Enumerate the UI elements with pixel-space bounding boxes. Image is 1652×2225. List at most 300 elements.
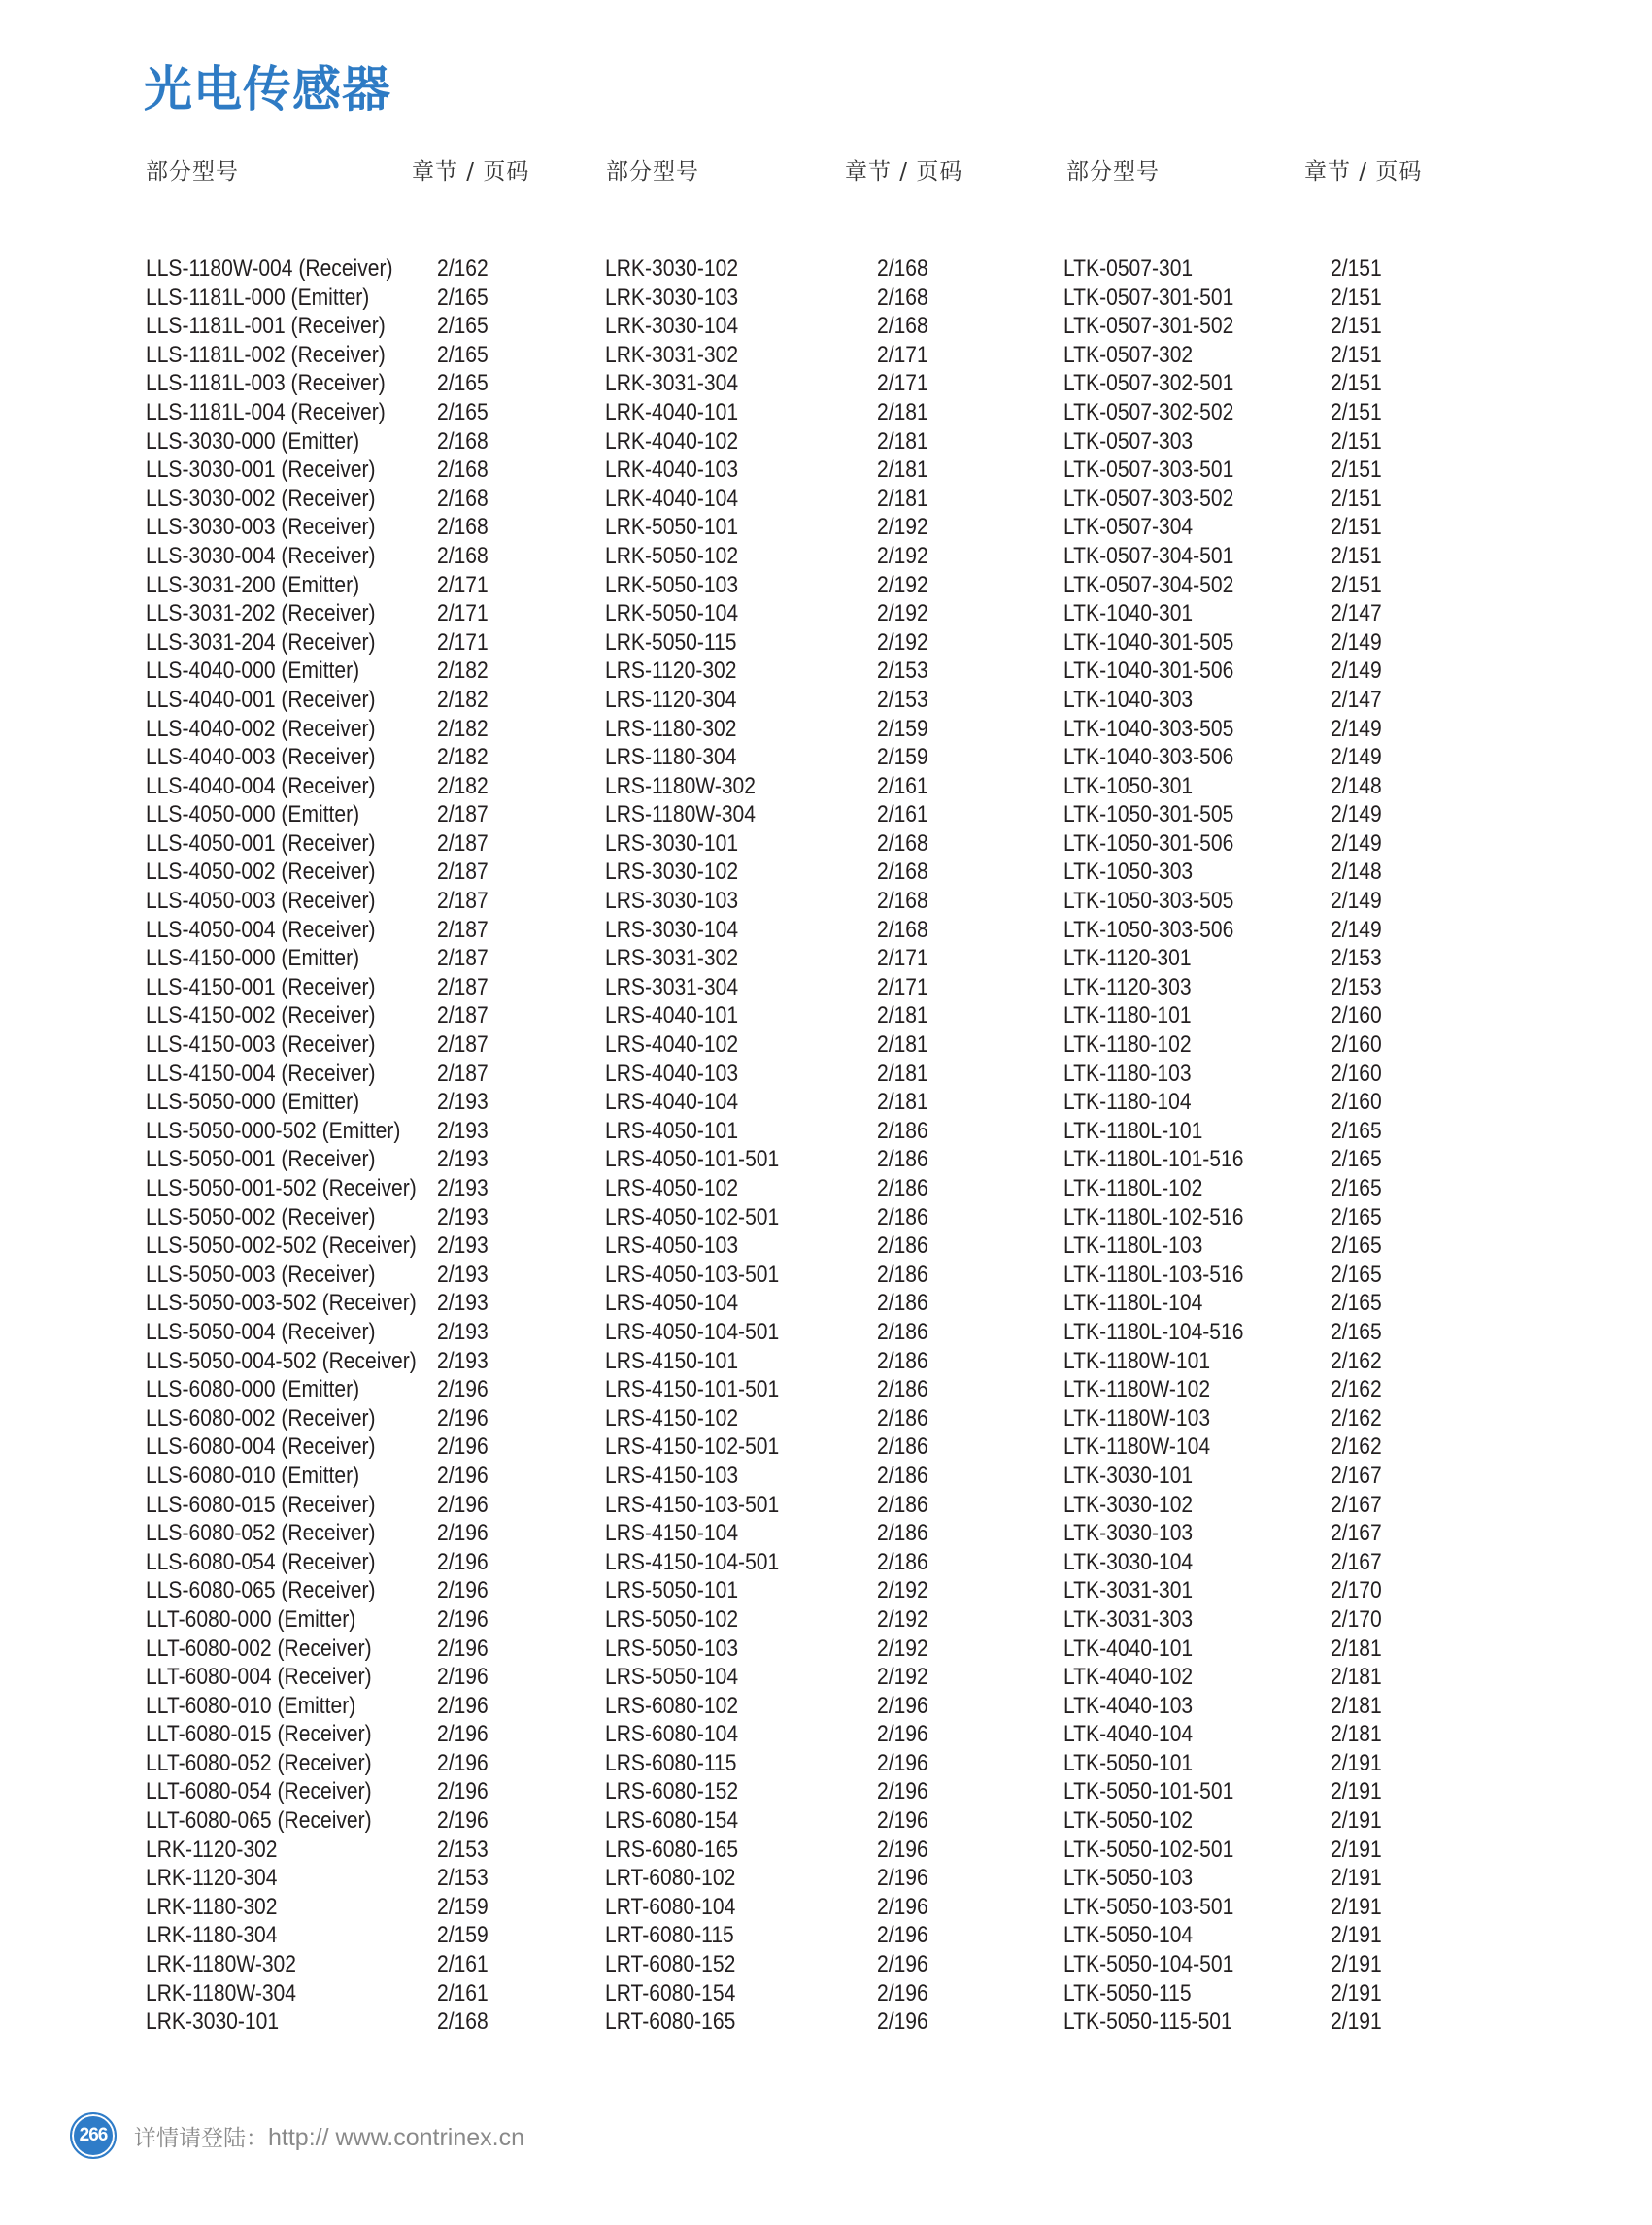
chapter-page-ref: 2/165	[1331, 1117, 1382, 1144]
chapter-page-ref: 2/151	[1331, 370, 1382, 397]
chapter-page-ref: 2/168	[877, 859, 928, 886]
part-number: LLS-1181L-003 (Receiver)	[146, 370, 386, 397]
part-number: LLT-6080-052 (Receiver)	[146, 1749, 372, 1776]
part-number: LTK-1180W-103	[1063, 1404, 1211, 1432]
chapter-page-ref: 2/196	[877, 1865, 928, 1892]
chapter-page-ref: 2/165	[1331, 1232, 1382, 1260]
chapter-page-ref: 2/153	[877, 686, 928, 713]
chapter-page-ref: 2/196	[877, 1692, 928, 1719]
chapter-page-ref: 2/181	[877, 1060, 928, 1087]
part-number: LLS-6080-054 (Receiver)	[146, 1548, 376, 1575]
chapter-page-ref: 2/192	[877, 1635, 928, 1662]
chapter-page-ref: 2/187	[437, 1031, 489, 1059]
chapter-page-ref: 2/168	[437, 427, 489, 455]
part-number: LRT-6080-165	[605, 2008, 736, 2036]
part-number: LTK-1180W-104	[1063, 1433, 1211, 1461]
chapter-page-ref: 2/151	[1331, 284, 1382, 311]
chapter-page-ref: 2/170	[1331, 1605, 1382, 1633]
part-number: LLS-4150-004 (Receiver)	[146, 1060, 376, 1087]
part-number: LRS-4150-102-501	[605, 1433, 780, 1461]
chapter-page-ref: 2/167	[1331, 1548, 1382, 1575]
chapter-page-ref: 2/187	[437, 1002, 489, 1029]
chapter-page-ref: 2/165	[1331, 1261, 1382, 1288]
chapter-page-ref: 2/161	[877, 801, 928, 828]
part-number: LRS-3030-103	[605, 888, 739, 915]
part-number: LRK-3031-302	[605, 341, 739, 368]
chapter-page-ref: 2/168	[437, 485, 489, 512]
chapter-page-ref: 2/151	[1331, 427, 1382, 455]
chapter-page-ref: 2/187	[437, 801, 489, 828]
part-number: LLS-6080-004 (Receiver)	[146, 1433, 376, 1461]
chapter-page-ref: 2/149	[1331, 801, 1382, 828]
chapter-page-ref: 2/196	[437, 1462, 489, 1489]
part-number: LRS-6080-165	[605, 1836, 739, 1863]
chapter-page-ref: 2/186	[877, 1347, 928, 1374]
chapter-page-ref: 2/193	[437, 1290, 489, 1317]
chapter-page-ref: 2/149	[1331, 888, 1382, 915]
chapter-page-ref: 2/186	[877, 1175, 928, 1201]
chapter-page-ref: 2/170	[1331, 1577, 1382, 1604]
part-number: LRT-6080-102	[605, 1865, 736, 1892]
chapter-page-ref: 2/196	[437, 1577, 489, 1604]
chapter-page-ref: 2/168	[877, 255, 928, 282]
chapter-page-ref: 2/191	[1331, 1836, 1382, 1863]
chapter-page-ref: 2/165	[437, 284, 489, 311]
part-number: LRK-1180-302	[146, 1893, 278, 1920]
part-number: LTK-3031-303	[1063, 1605, 1194, 1633]
chapter-page-ref: 2/160	[1331, 1060, 1382, 1087]
footer-note	[134, 2120, 524, 2152]
chapter-page-ref: 2/153	[437, 1836, 489, 1863]
chapter-page-ref: 2/168	[877, 916, 928, 943]
chapter-page-ref: 2/186	[877, 1491, 928, 1518]
part-number: LLS-5050-001-502 (Receiver)	[146, 1175, 417, 1201]
chapter-page-ref: 2/191	[1331, 2008, 1382, 2036]
part-number: LTK-3030-104	[1063, 1548, 1194, 1575]
chapter-page-ref: 2/196	[437, 1749, 489, 1776]
part-number: LLT-6080-002 (Receiver)	[146, 1635, 372, 1662]
chapter-page-ref: 2/165	[1331, 1318, 1382, 1345]
part-number: LRS-4050-104-501	[605, 1318, 780, 1345]
column-2-part-header: 部分型号	[606, 159, 699, 185]
chapter-page-ref: 2/191	[1331, 1922, 1382, 1949]
chapter-page-ref: 2/181	[877, 456, 928, 484]
part-number: LTK-0507-303	[1063, 427, 1194, 455]
page-footer	[72, 2112, 524, 2159]
part-number: LLS-3031-204 (Receiver)	[146, 628, 376, 656]
part-number: LTK-1180-101	[1063, 1002, 1192, 1029]
part-number: LTK-5050-104	[1063, 1922, 1194, 1949]
part-number: LLS-1181L-001 (Receiver)	[146, 313, 386, 340]
chapter-page-ref: 2/171	[877, 370, 928, 397]
part-number: LRS-4150-101-501	[605, 1376, 780, 1403]
part-number: LLS-4040-003 (Receiver)	[146, 744, 376, 771]
part-number: LRS-6080-102	[605, 1692, 739, 1719]
part-number: LRS-3030-104	[605, 916, 739, 943]
chapter-page-ref: 2/165	[1331, 1175, 1382, 1201]
part-number: LLS-6080-000 (Emitter)	[146, 1376, 360, 1403]
part-number: LLS-5050-000 (Emitter)	[146, 1089, 360, 1116]
part-number: LLS-4150-003 (Receiver)	[146, 1031, 376, 1059]
part-number: LLT-6080-010 (Emitter)	[146, 1692, 356, 1719]
website-link[interactable]: http:// www.contrinex.cn	[268, 2123, 525, 2151]
part-number: LRK-3030-101	[146, 2008, 280, 2036]
part-number: LRS-4050-103-501	[605, 1261, 780, 1288]
chapter-page-ref: 2/181	[877, 485, 928, 512]
part-number: LTK-1180L-104-516	[1063, 1318, 1244, 1345]
chapter-page-ref: 2/162	[437, 255, 489, 282]
chapter-page-ref: 2/161	[437, 1951, 489, 1978]
chapter-page-ref: 2/193	[437, 1318, 489, 1345]
part-number: LTK-1050-301-506	[1063, 829, 1234, 857]
chapter-page-ref: 2/182	[437, 686, 489, 713]
chapter-page-ref: 2/159	[877, 744, 928, 771]
part-number: LTK-1180L-104	[1063, 1290, 1203, 1317]
chapter-page-ref: 2/149	[1331, 744, 1382, 771]
part-number: LRS-4150-104-501	[605, 1548, 780, 1575]
chapter-page-ref: 2/165	[1331, 1203, 1382, 1230]
part-number: LRS-5050-102	[605, 1605, 739, 1633]
chapter-page-ref: 2/186	[877, 1117, 928, 1144]
chapter-page-ref: 2/148	[1331, 859, 1382, 886]
chapter-page-ref: 2/196	[437, 1376, 489, 1403]
chapter-page-ref: 2/168	[877, 888, 928, 915]
part-number: LTK-5050-104-501	[1063, 1951, 1234, 1978]
part-number: LRS-4050-104	[605, 1290, 739, 1317]
chapter-page-ref: 2/186	[877, 1318, 928, 1345]
part-number: LRK-5050-103	[605, 571, 739, 598]
chapter-page-ref: 2/181	[877, 1089, 928, 1116]
part-number: LRS-4150-104	[605, 1520, 739, 1547]
part-number: LLT-6080-000 (Emitter)	[146, 1605, 356, 1633]
chapter-page-ref: 2/186	[877, 1232, 928, 1260]
part-number: LLS-6080-015 (Receiver)	[146, 1491, 376, 1518]
chapter-page-ref: 2/186	[877, 1520, 928, 1547]
part-number: LLS-5050-004 (Receiver)	[146, 1318, 376, 1345]
chapter-page-ref: 2/192	[877, 1577, 928, 1604]
chapter-page-ref: 2/182	[437, 772, 489, 799]
chapter-page-ref: 2/187	[437, 1060, 489, 1087]
part-number: LRS-3031-302	[605, 945, 739, 972]
part-number: LTK-1040-303-506	[1063, 744, 1234, 771]
part-number: LLS-6080-002 (Receiver)	[146, 1404, 376, 1432]
chapter-page-ref: 2/196	[437, 1548, 489, 1575]
chapter-page-ref: 2/161	[437, 1979, 489, 2006]
chapter-page-ref: 2/161	[877, 772, 928, 799]
part-number: LRS-6080-104	[605, 1721, 739, 1748]
part-number: LRK-5050-101	[605, 514, 739, 541]
part-number: LLS-5050-003-502 (Receiver)	[146, 1290, 417, 1317]
chapter-page-ref: 2/193	[437, 1347, 489, 1374]
part-number: LRS-1120-304	[605, 686, 737, 713]
part-number: LRS-1180W-302	[605, 772, 757, 799]
part-number: LTK-5050-102-501	[1063, 1836, 1234, 1863]
chapter-page-ref: 2/181	[1331, 1692, 1382, 1719]
chapter-page-ref: 2/171	[437, 571, 489, 598]
chapter-page-ref: 2/151	[1331, 514, 1382, 541]
column-2-page-header: 章节 / 页码	[845, 159, 963, 185]
part-number: LLS-3030-000 (Emitter)	[146, 427, 360, 455]
chapter-page-ref: 2/167	[1331, 1520, 1382, 1547]
part-number: LLT-6080-054 (Receiver)	[146, 1778, 372, 1805]
chapter-page-ref: 2/165	[1331, 1290, 1382, 1317]
chapter-page-ref: 2/193	[437, 1146, 489, 1173]
part-number: LLS-4050-000 (Emitter)	[146, 801, 360, 828]
part-number: LTK-4040-101	[1063, 1635, 1194, 1662]
part-number: LTK-1040-301-506	[1063, 657, 1234, 685]
part-number: LTK-5050-102	[1063, 1807, 1194, 1835]
chapter-page-ref: 2/196	[437, 1491, 489, 1518]
part-number: LLT-6080-004 (Receiver)	[146, 1664, 372, 1691]
chapter-page-ref: 2/167	[1331, 1491, 1382, 1518]
part-number: LTK-1050-301-505	[1063, 801, 1234, 828]
part-number: LTK-1180L-101-516	[1063, 1146, 1244, 1173]
chapter-page-ref: 2/165	[437, 341, 489, 368]
chapter-page-ref: 2/196	[877, 1807, 928, 1835]
chapter-page-ref: 2/181	[877, 1031, 928, 1059]
part-number: LTK-5050-115	[1063, 1979, 1192, 2006]
part-number: LRK-3030-104	[605, 313, 739, 340]
page-number-badge: 266	[72, 2114, 115, 2157]
part-number: LTK-3031-301	[1063, 1577, 1194, 1604]
part-number: LLS-5050-002 (Receiver)	[146, 1203, 376, 1230]
part-number: LLS-5050-002-502 (Receiver)	[146, 1232, 417, 1260]
chapter-page-ref: 2/191	[1331, 1951, 1382, 1978]
chapter-page-ref: 2/159	[437, 1893, 489, 1920]
chapter-page-ref: 2/187	[437, 945, 489, 972]
chapter-page-ref: 2/151	[1331, 542, 1382, 569]
chapter-page-ref: 2/186	[877, 1290, 928, 1317]
part-number: LRS-4040-102	[605, 1031, 739, 1059]
chapter-page-ref: 2/191	[1331, 1893, 1382, 1920]
chapter-page-ref: 2/196	[877, 1778, 928, 1805]
chapter-page-ref: 2/148	[1331, 772, 1382, 799]
chapter-page-ref: 2/192	[877, 1664, 928, 1691]
part-number: LRS-5050-103	[605, 1635, 739, 1662]
part-number: LRS-4050-101	[605, 1117, 739, 1144]
chapter-page-ref: 2/196	[437, 1807, 489, 1835]
chapter-page-ref: 2/191	[1331, 1749, 1382, 1776]
part-number: LRK-5050-102	[605, 542, 739, 569]
chapter-page-ref: 2/191	[1331, 1979, 1382, 2006]
chapter-page-ref: 2/196	[877, 1893, 928, 1920]
part-number: LTK-1040-303	[1063, 686, 1194, 713]
chapter-page-ref: 2/196	[437, 1778, 489, 1805]
chapter-page-ref: 2/181	[877, 1002, 928, 1029]
part-number: LTK-0507-304-501	[1063, 542, 1234, 569]
chapter-page-ref: 2/187	[437, 916, 489, 943]
part-number: LLS-6080-010 (Emitter)	[146, 1462, 360, 1489]
chapter-page-ref: 2/186	[877, 1146, 928, 1173]
part-number: LRK-4040-101	[605, 398, 739, 425]
column-3-part-header: 部分型号	[1066, 159, 1160, 185]
chapter-page-ref: 2/196	[437, 1433, 489, 1461]
part-number: LTK-4040-103	[1063, 1692, 1194, 1719]
chapter-page-ref: 2/159	[437, 1922, 489, 1949]
chapter-page-ref: 2/192	[877, 542, 928, 569]
part-number: LRS-4050-101-501	[605, 1146, 780, 1173]
chapter-page-ref: 2/182	[437, 744, 489, 771]
part-number: LTK-0507-301-501	[1063, 284, 1234, 311]
part-number: LRS-6080-115	[605, 1749, 737, 1776]
part-number: LLS-4050-003 (Receiver)	[146, 888, 376, 915]
part-number: LTK-3030-103	[1063, 1520, 1194, 1547]
chapter-page-ref: 2/196	[877, 2008, 928, 2036]
chapter-page-ref: 2/151	[1331, 456, 1382, 484]
part-number: LRS-5050-101	[605, 1577, 739, 1604]
part-number: LRT-6080-152	[605, 1951, 736, 1978]
chapter-page-ref: 2/181	[877, 398, 928, 425]
chapter-page-ref: 2/186	[877, 1433, 928, 1461]
part-number: LTK-1180-103	[1063, 1060, 1192, 1087]
part-number: LLS-4040-000 (Emitter)	[146, 657, 360, 685]
part-number: LLS-5050-001 (Receiver)	[146, 1146, 376, 1173]
part-number: LTK-5050-101	[1063, 1749, 1194, 1776]
column-1-page-header: 章节 / 页码	[412, 159, 530, 185]
chapter-page-ref: 2/196	[877, 1721, 928, 1748]
part-number: LTK-0507-301	[1063, 255, 1194, 282]
part-number: LRK-3030-103	[605, 284, 739, 311]
part-number: LLS-4050-004 (Receiver)	[146, 916, 376, 943]
chapter-page-ref: 2/187	[437, 973, 489, 1000]
part-number: LRS-6080-152	[605, 1778, 739, 1805]
chapter-page-ref: 2/159	[877, 715, 928, 742]
part-number: LTK-1180L-103-516	[1063, 1261, 1244, 1288]
part-number: LTK-0507-304	[1063, 514, 1194, 541]
part-number: LRK-5050-115	[605, 628, 737, 656]
part-number: LLS-4150-002 (Receiver)	[146, 1002, 376, 1029]
part-number: LTK-0507-302	[1063, 341, 1194, 368]
part-number: LRK-1180W-304	[146, 1979, 297, 2006]
chapter-page-ref: 2/196	[437, 1721, 489, 1748]
part-number: LRK-4040-104	[605, 485, 739, 512]
chapter-page-ref: 2/149	[1331, 657, 1382, 685]
part-number: LLS-1180W-004 (Receiver)	[146, 255, 393, 282]
part-number: LLS-3030-003 (Receiver)	[146, 514, 376, 541]
chapter-page-ref: 2/162	[1331, 1433, 1382, 1461]
chapter-page-ref: 2/196	[877, 1922, 928, 1949]
chapter-page-ref: 2/165	[437, 313, 489, 340]
chapter-page-ref: 2/171	[877, 341, 928, 368]
part-number: LRK-3031-304	[605, 370, 739, 397]
part-number: LLS-3031-202 (Receiver)	[146, 600, 376, 627]
chapter-page-ref: 2/167	[1331, 1462, 1382, 1489]
chapter-page-ref: 2/168	[437, 456, 489, 484]
part-number: LRT-6080-104	[605, 1893, 736, 1920]
part-number: LRS-1180W-304	[605, 801, 757, 828]
chapter-page-ref: 2/196	[437, 1520, 489, 1547]
chapter-page-ref: 2/151	[1331, 341, 1382, 368]
chapter-page-ref: 2/187	[437, 859, 489, 886]
part-number: LTK-4040-104	[1063, 1721, 1194, 1748]
chapter-page-ref: 2/187	[437, 888, 489, 915]
part-number: LTK-1120-301	[1063, 945, 1192, 972]
part-number: LTK-0507-303-501	[1063, 456, 1234, 484]
part-number: LRK-4040-102	[605, 427, 739, 455]
part-number: LTK-1180W-101	[1063, 1347, 1211, 1374]
chapter-page-ref: 2/182	[437, 715, 489, 742]
part-number: LLS-4040-004 (Receiver)	[146, 772, 376, 799]
chapter-page-ref: 2/149	[1331, 916, 1382, 943]
part-number: LRK-5050-104	[605, 600, 739, 627]
chapter-page-ref: 2/151	[1331, 485, 1382, 512]
part-number: LLS-4050-001 (Receiver)	[146, 829, 376, 857]
chapter-page-ref: 2/149	[1331, 628, 1382, 656]
chapter-page-ref: 2/196	[877, 1979, 928, 2006]
chapter-page-ref: 2/168	[877, 313, 928, 340]
part-number: LTK-1120-303	[1063, 973, 1192, 1000]
chapter-page-ref: 2/171	[437, 628, 489, 656]
chapter-page-ref: 2/193	[437, 1203, 489, 1230]
part-number: LTK-1180L-102	[1063, 1175, 1203, 1201]
chapter-page-ref: 2/171	[877, 945, 928, 972]
part-number: LTK-0507-301-502	[1063, 313, 1234, 340]
part-number: LRT-6080-115	[605, 1922, 734, 1949]
part-number: LTK-0507-304-502	[1063, 571, 1234, 598]
chapter-page-ref: 2/153	[877, 657, 928, 685]
chapter-page-ref: 2/181	[1331, 1635, 1382, 1662]
part-number: LRS-1180-302	[605, 715, 737, 742]
chapter-page-ref: 2/153	[1331, 945, 1382, 972]
part-number: LTK-1050-303-505	[1063, 888, 1234, 915]
chapter-page-ref: 2/186	[877, 1376, 928, 1403]
chapter-page-ref: 2/171	[877, 973, 928, 1000]
part-number: LRS-3030-101	[605, 829, 739, 857]
part-number: LLS-3030-004 (Receiver)	[146, 542, 376, 569]
chapter-page-ref: 2/192	[877, 628, 928, 656]
chapter-page-ref: 2/191	[1331, 1778, 1382, 1805]
part-number: LRS-4150-101	[605, 1347, 739, 1374]
part-number: LRK-1120-304	[146, 1865, 278, 1892]
page-title: 光电传感器	[144, 61, 391, 118]
part-number: LTK-4040-102	[1063, 1664, 1194, 1691]
part-number: LLT-6080-015 (Receiver)	[146, 1721, 372, 1748]
chapter-page-ref: 2/196	[877, 1951, 928, 1978]
part-number: LTK-0507-303-502	[1063, 485, 1234, 512]
part-number: LRS-3030-102	[605, 859, 739, 886]
part-number: LRS-4150-103-501	[605, 1491, 780, 1518]
chapter-page-ref: 2/192	[877, 1605, 928, 1633]
chapter-page-ref: 2/168	[877, 829, 928, 857]
chapter-page-ref: 2/147	[1331, 600, 1382, 627]
part-number: LTK-1040-303-505	[1063, 715, 1234, 742]
chapter-page-ref: 2/160	[1331, 1002, 1382, 1029]
chapter-page-ref: 2/151	[1331, 398, 1382, 425]
part-number: LLS-5050-004-502 (Receiver)	[146, 1347, 417, 1374]
column-3-page-header: 章节 / 页码	[1304, 159, 1423, 185]
part-number: LTK-1050-303-506	[1063, 916, 1234, 943]
chapter-page-ref: 2/162	[1331, 1376, 1382, 1403]
chapter-page-ref: 2/168	[437, 514, 489, 541]
part-number: LRK-1180-304	[146, 1922, 278, 1949]
part-number: LRS-5050-104	[605, 1664, 739, 1691]
part-number: LRS-4150-103	[605, 1462, 739, 1489]
part-number: LRS-4050-102	[605, 1175, 739, 1201]
chapter-page-ref: 2/196	[437, 1692, 489, 1719]
chapter-page-ref: 2/193	[437, 1175, 489, 1201]
chapter-page-ref: 2/168	[437, 2008, 489, 2036]
part-number: LTK-1050-301	[1063, 772, 1194, 799]
part-number: LRS-4050-103	[605, 1232, 739, 1260]
chapter-page-ref: 2/191	[1331, 1807, 1382, 1835]
part-number: LRS-1180-304	[605, 744, 737, 771]
part-number: LLS-3030-002 (Receiver)	[146, 485, 376, 512]
chapter-page-ref: 2/149	[1331, 715, 1382, 742]
chapter-page-ref: 2/187	[437, 829, 489, 857]
part-number: LLS-1181L-000 (Emitter)	[146, 284, 370, 311]
chapter-page-ref: 2/168	[877, 284, 928, 311]
chapter-page-ref: 2/196	[877, 1836, 928, 1863]
